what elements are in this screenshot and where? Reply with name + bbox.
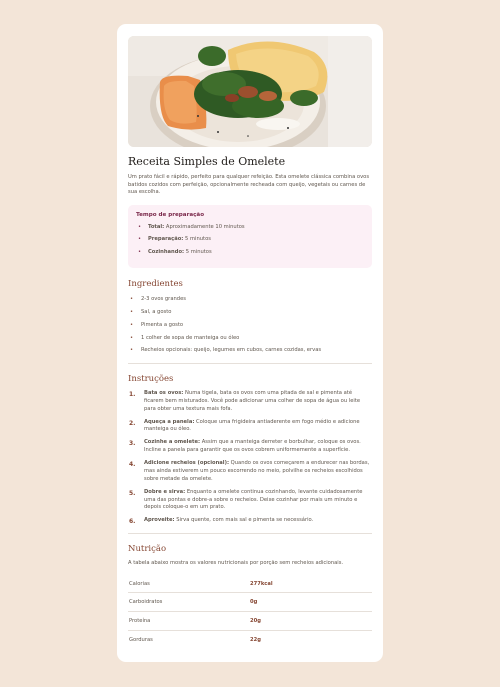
omelette-image bbox=[128, 36, 372, 147]
ingredient-item: • Pimenta a gosto bbox=[128, 322, 372, 330]
table-row bbox=[128, 593, 372, 612]
instruction-step bbox=[128, 390, 372, 413]
preparation-item-label: Cozinhando: bbox=[148, 248, 185, 255]
step-label: Adicione recheios (opcional): bbox=[144, 460, 230, 467]
step-label: Bata os ovos: bbox=[144, 390, 184, 397]
step-text: Assim que a manteiga derreter e borbulhar, coloque os ovos. Incline a panela para garantir que os ovos cobrem uniformemente a superfície. bbox=[144, 439, 361, 454]
ingredient-item: • Sal, a gosto bbox=[128, 309, 372, 317]
ingredients-section bbox=[128, 279, 372, 355]
ingredient-item: • Recheios opcionais: queijo, legumes em cubos, carnes cozidas, ervas bbox=[128, 347, 372, 355]
instructions-list bbox=[128, 390, 372, 525]
step-text: Coloque uma frigideira antiaderente em fogo médio e adicione manteiga ou óleo. bbox=[144, 418, 360, 433]
instruction-step bbox=[128, 489, 372, 512]
preparation-item bbox=[136, 236, 364, 244]
nutrient-label: Carboidratos bbox=[128, 593, 250, 612]
preparation-item-text: 5 minutos bbox=[184, 248, 212, 255]
instructions-heading: Instruções bbox=[128, 373, 174, 384]
nutrition-table bbox=[128, 575, 372, 648]
instructions-section bbox=[128, 374, 372, 525]
preparation-list bbox=[136, 224, 364, 256]
ingredients-list bbox=[128, 296, 372, 355]
table-row bbox=[128, 575, 372, 593]
nutrient-label: Calorias bbox=[128, 575, 250, 593]
recipe-intro: Um prato fácil e rápido, perfeito para qualquer refeição. Esta omelete clássica combina ovos batidos cozidos com perfeição, opcionalmente recheada com queijo, vegetais ou carnes de sua escolha. bbox=[128, 174, 370, 196]
nutrient-label: Proteína bbox=[128, 611, 250, 630]
step-label: Cozinhe a omelete: bbox=[144, 439, 201, 446]
table-row bbox=[128, 630, 372, 648]
nutrition-heading: Nutrição bbox=[128, 544, 167, 555]
instruction-step bbox=[128, 517, 372, 525]
section-divider bbox=[128, 533, 372, 534]
nutrient-label: Gorduras bbox=[129, 636, 153, 643]
nutrition-section bbox=[128, 544, 372, 648]
instruction-step bbox=[128, 460, 372, 483]
step-number: 1. bbox=[129, 391, 136, 399]
instruction-step bbox=[128, 419, 372, 435]
step-number: 6. bbox=[129, 518, 136, 526]
step-number: 5. bbox=[129, 489, 136, 497]
recipe-title: Receita Simples de Omelete bbox=[128, 155, 286, 168]
step-text: Sirva quente, com mais sal e pimenta se necessário. bbox=[174, 517, 314, 524]
preparation-item-label: Preparação: bbox=[148, 236, 184, 243]
step-label: Dobre e sirva: bbox=[144, 488, 186, 495]
recipe-card bbox=[117, 24, 383, 662]
preparation-title: Tempo de preparação bbox=[136, 211, 205, 218]
nutrition-description: A tabela abaixo mostra os valores nutricionais por porção sem recheios adicionais. bbox=[128, 560, 344, 567]
step-number: 3. bbox=[129, 440, 136, 448]
step-text: Enquanto a omelete continua cozinhando, levante cuidadosamente uma das pontas e dobre-a sobre o recheios. Deixe cozinhar por mais um minuto e depois coloque-o em um prato. bbox=[144, 488, 363, 511]
step-text: Numa tigela, bata os ovos com uma pitada de sal e pimenta até ficarem bem misturados. Você pode adicionar uma colher de sopa de água ou leite para obter uma textura mais fofa. bbox=[144, 390, 361, 412]
preparation-item-text: 5 minutos bbox=[183, 236, 211, 243]
step-number: 4. bbox=[129, 461, 136, 469]
ingredients-heading: Ingredientes bbox=[128, 278, 183, 289]
preparation-item-text: Aproximadamente 10 minutos bbox=[164, 223, 245, 230]
instruction-step bbox=[128, 439, 372, 455]
preparation-item bbox=[136, 249, 364, 257]
preparation-item-label: Total: bbox=[148, 223, 165, 230]
nutrient-value: 277kcal bbox=[250, 575, 372, 593]
nutrient-value: 20g bbox=[250, 611, 372, 630]
preparation-item bbox=[136, 224, 364, 232]
nutrient-value: 0g bbox=[250, 593, 372, 612]
nutrient-value: 22g bbox=[250, 636, 261, 643]
section-divider bbox=[128, 363, 372, 364]
omelette-photo bbox=[128, 36, 372, 147]
step-label: Aqueça a panela: bbox=[144, 418, 195, 425]
step-number: 2. bbox=[129, 419, 136, 427]
ingredient-item: • 1 colher de sopa de manteiga ou óleo bbox=[128, 335, 372, 343]
table-row bbox=[128, 611, 372, 630]
step-text: Quando os ovos começarem a endurecer nas bordas, mas ainda estiverem um pouco escorrendo no meio, polvilhe os recheios escolhidos sobre metade da omelete. bbox=[144, 460, 370, 482]
ingredient-item: • 2-3 ovos grandes bbox=[128, 296, 372, 304]
step-label: Aproveite: bbox=[144, 517, 175, 524]
preparation-time-box bbox=[128, 205, 372, 268]
